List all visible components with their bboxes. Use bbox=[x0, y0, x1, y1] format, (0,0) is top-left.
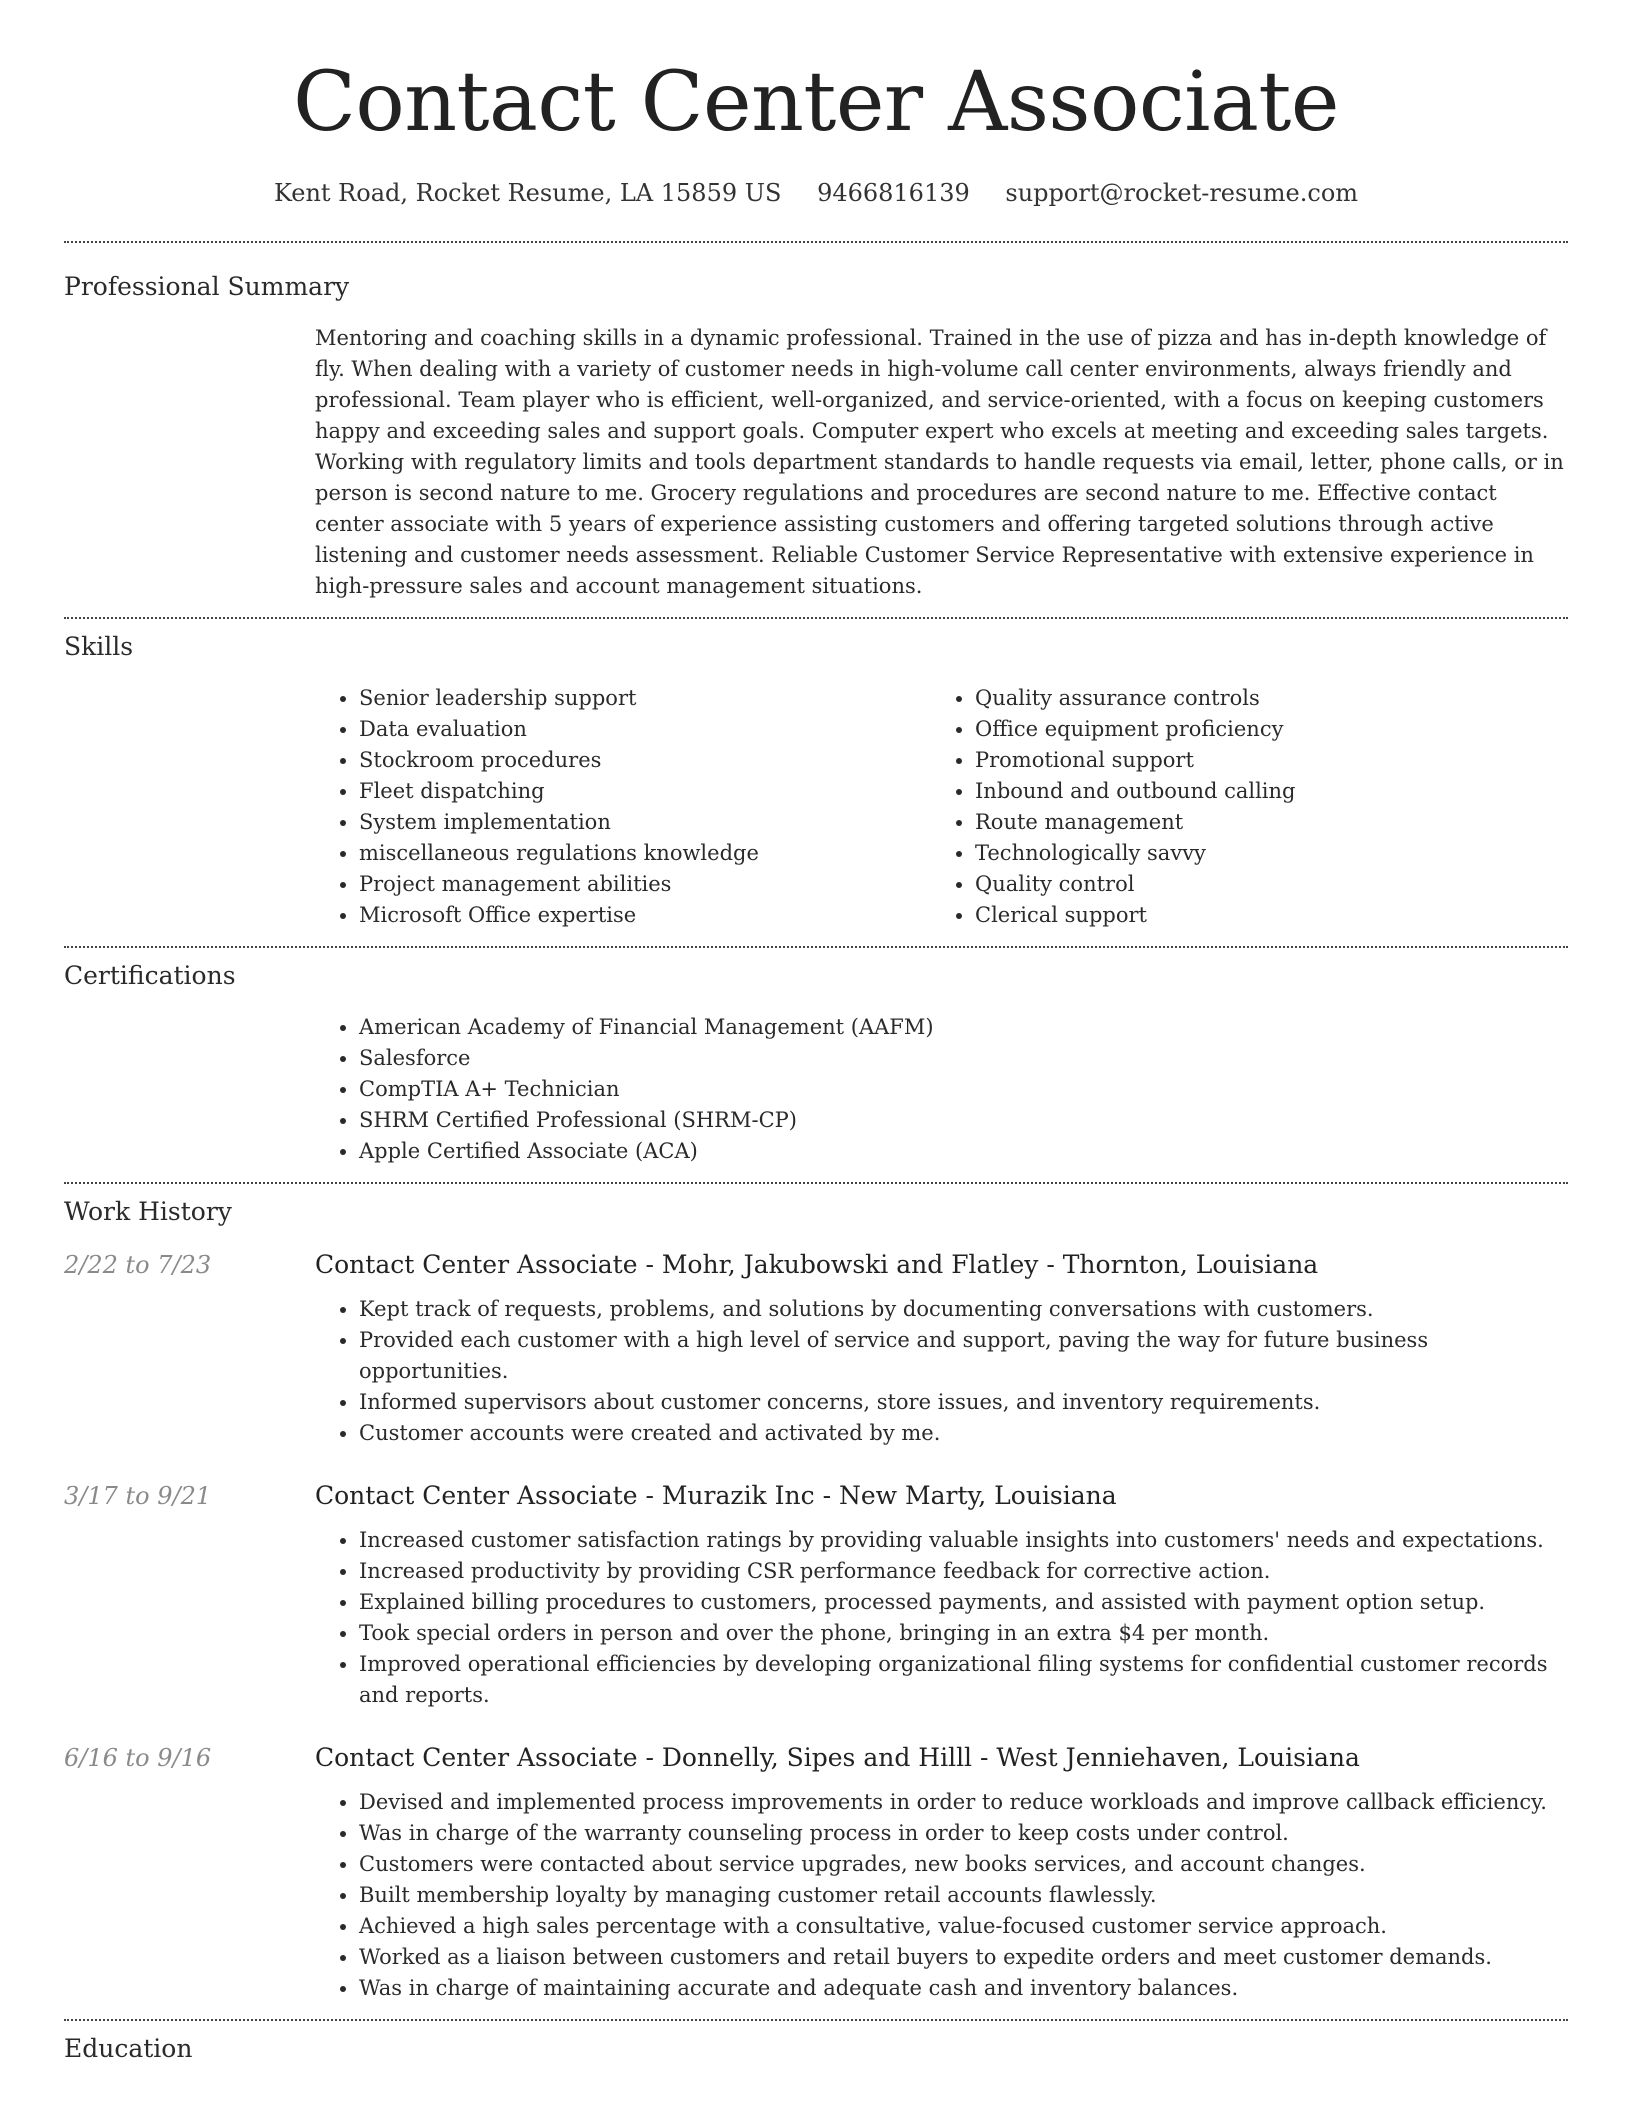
resume-name: Contact Center Associate bbox=[293, 55, 1339, 150]
skills-columns bbox=[315, 683, 1568, 931]
section-title-education: Education bbox=[64, 2034, 193, 2063]
contact-phone: 9466816139 bbox=[817, 179, 970, 207]
list-item: • Inbound and outbound calling bbox=[975, 776, 1547, 807]
list-item: • Increased customer satisfaction ratings by providing valuable insights into customers' needs and expectations. bbox=[359, 1525, 1568, 1556]
list-item: • Salesforce bbox=[359, 1043, 1568, 1074]
list-item: • Provided each customer with a high level of service and support, paving the way for future business opportunities. bbox=[359, 1325, 1568, 1387]
list-item: • Senior leadership support bbox=[359, 683, 931, 714]
list-item: • Quality assurance controls bbox=[975, 683, 1547, 714]
job-dates: 3/17 to 9/21 bbox=[64, 1482, 212, 1510]
job-entry bbox=[64, 1479, 1568, 1711]
list-item: • American Academy of Financial Management (AAFM) bbox=[359, 1012, 1568, 1043]
job-body bbox=[315, 1479, 1568, 1711]
list-item: • Apple Certified Associate (ACA) bbox=[359, 1136, 1568, 1167]
list-item: • Promotional support bbox=[975, 745, 1547, 776]
list-item: • Stockroom procedures bbox=[359, 745, 931, 776]
list-item: • Office equipment proficiency bbox=[975, 714, 1547, 745]
job-body bbox=[315, 1741, 1568, 2004]
list-item: • Improved operational efficiencies by developing organizational filing systems for confidential customer records and reports. bbox=[359, 1649, 1568, 1711]
list-item: • miscellaneous regulations knowledge bbox=[359, 838, 931, 869]
list-item: • Customer accounts were created and activated by me. bbox=[359, 1418, 1568, 1449]
list-item: • SHRM Certified Professional (SHRM-CP) bbox=[359, 1105, 1568, 1136]
job-title: Contact Center Associate - Mohr, Jakubowski and Flatley - Thornton, Louisiana bbox=[315, 1250, 1319, 1279]
section-divider bbox=[64, 241, 1568, 243]
job-entry bbox=[64, 1248, 1568, 1449]
summary-text: Mentoring and coaching skills in a dynamic professional. Trained in the use of pizza and has in-depth knowledge of fly. When dealing with a variety of customer needs in high-volume call center environments, always friendly and professional. Team player who is efficient, well-organized, and service-oriented, with a focus on keeping customers happy and exceeding sales and support goals. Computer expert who excels at meeting and exceeding sales targets. Working with regulatory limits and tools department standards to handle requests via email, letter, phone calls, or in person is second nature to me. Grocery regulations and procedures are second nature to me. Effective contact center associate with 5 years of experience assisting customers and offering targeted solutions through active listening and customer needs assessment. Reliable Customer Service Representative with extensive experience in high-pressure sales and account management situations. bbox=[315, 326, 1564, 598]
list-item: • Worked as a liaison between customers and retail buyers to expedite orders and meet customer demands. bbox=[359, 1942, 1568, 1973]
certifications-block bbox=[315, 1012, 1568, 1167]
list-item: • Technologically savvy bbox=[975, 838, 1547, 869]
section-title-summary: Professional Summary bbox=[64, 272, 350, 301]
list-item: • Data evaluation bbox=[359, 714, 931, 745]
skills-list-right bbox=[931, 683, 1547, 931]
list-item: • Devised and implemented process improvements in order to reduce workloads and improve callback efficiency. bbox=[359, 1787, 1568, 1818]
list-item: • Microsoft Office expertise bbox=[359, 900, 931, 931]
section-divider bbox=[64, 617, 1568, 619]
skills-list-left bbox=[315, 683, 931, 931]
job-bullets bbox=[315, 1294, 1568, 1449]
list-item: • Route management bbox=[975, 807, 1547, 838]
job-bullets bbox=[315, 1787, 1568, 2004]
list-item: • Customers were contacted about service upgrades, new books services, and account changes. bbox=[359, 1849, 1568, 1880]
list-item: • Quality control bbox=[975, 869, 1547, 900]
list-item: • Achieved a high sales percentage with a consultative, value-focused customer service approach. bbox=[359, 1911, 1568, 1942]
contact-email: support@rocket-resume.com bbox=[1005, 179, 1359, 207]
job-entry bbox=[64, 1741, 1568, 2004]
job-dates: 2/22 to 7/23 bbox=[64, 1251, 212, 1279]
certifications-list bbox=[315, 1012, 1568, 1167]
list-item: • Project management abilities bbox=[359, 869, 931, 900]
section-title-certifications: Certifications bbox=[64, 961, 236, 990]
section-divider bbox=[64, 946, 1568, 948]
list-item: • Clerical support bbox=[975, 900, 1547, 931]
section-divider bbox=[64, 1182, 1568, 1184]
list-item: • Explained billing procedures to customers, processed payments, and assisted with payment option setup. bbox=[359, 1587, 1568, 1618]
list-item: • Was in charge of the warranty counseling process in order to keep costs under control. bbox=[359, 1818, 1568, 1849]
list-item: • Increased productivity by providing CSR performance feedback for corrective action. bbox=[359, 1556, 1568, 1587]
list-item: • System implementation bbox=[359, 807, 931, 838]
list-item: • Built membership loyalty by managing customer retail accounts flawlessly. bbox=[359, 1880, 1568, 1911]
list-item: • Informed supervisors about customer concerns, store issues, and inventory requirements. bbox=[359, 1387, 1568, 1418]
list-item: • CompTIA A+ Technician bbox=[359, 1074, 1568, 1105]
section-title-skills: Skills bbox=[64, 632, 134, 661]
contact-line bbox=[64, 176, 1568, 210]
job-title: Contact Center Associate - Murazik Inc - New Marty, Louisiana bbox=[315, 1481, 1117, 1510]
job-dates: 6/16 to 9/16 bbox=[64, 1744, 212, 1772]
list-item: • Kept track of requests, problems, and solutions by documenting conversations with customers. bbox=[359, 1294, 1568, 1325]
contact-address: Kent Road, Rocket Resume, LA 15859 US bbox=[273, 179, 782, 207]
job-bullets bbox=[315, 1525, 1568, 1711]
list-item: • Was in charge of maintaining accurate and adequate cash and inventory balances. bbox=[359, 1973, 1568, 2004]
job-title: Contact Center Associate - Donnelly, Sipes and Hilll - West Jenniehaven, Louisiana bbox=[315, 1743, 1360, 1772]
section-title-work-history: Work History bbox=[64, 1197, 232, 1226]
list-item: • Fleet dispatching bbox=[359, 776, 931, 807]
section-divider bbox=[64, 2019, 1568, 2021]
list-item: • Took special orders in person and over the phone, bringing in an extra $4 per month. bbox=[359, 1618, 1568, 1649]
job-body bbox=[315, 1248, 1568, 1449]
